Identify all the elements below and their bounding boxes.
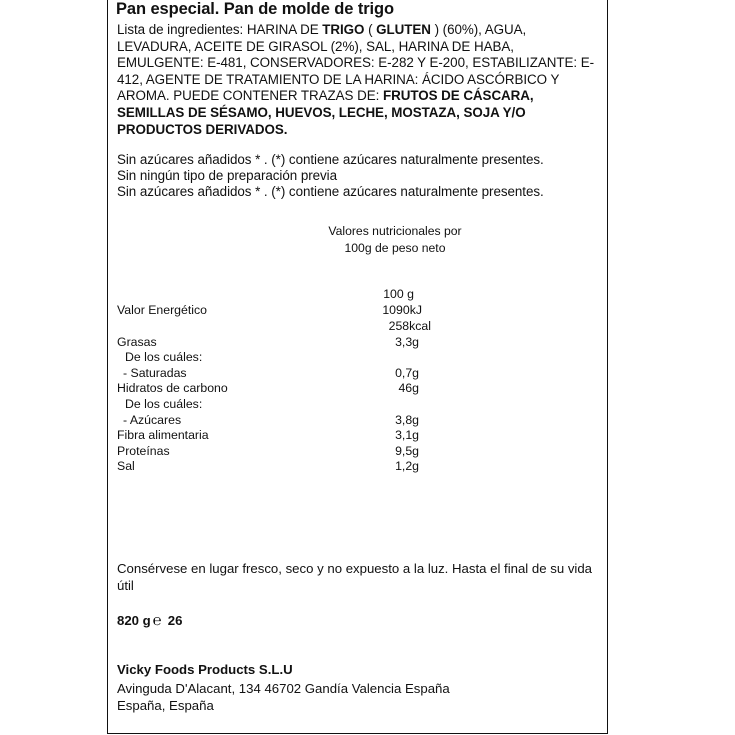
company-country: España, España xyxy=(117,698,214,713)
nutrition-row xyxy=(117,319,447,335)
ingredients-text-3: ) (60%), AGUA, LEVADURA, ACEITE DE GIRASOL (2%), SAL, HARINA DE HABA, EMULGENTE: E-481, CONSERVADORES: E-282 Y E-200, ESTABILIZANTE: E-412, AGENTE DE TRATAMIENTO DE LA HARINA: ÁCIDO ASCÓRBICO Y AROMA. PUEDE CONTENER TRAZAS DE: xyxy=(117,22,594,104)
column-header-100g: 100 g xyxy=(383,287,414,301)
nutrient-value: 3,1g xyxy=(395,428,419,442)
nutrient-value: 0,7g xyxy=(395,366,419,380)
note-no-sugar: Sin azúcares añadidos * . (*) contiene azúcares naturalmente presentes. xyxy=(117,152,544,167)
storage-instructions: Consérvese en lugar fresco, seco y no expuesto a la luz. Hasta el final de su vida útil xyxy=(117,561,593,593)
ingredients-text-1: Lista de ingredientes: HARINA DE xyxy=(117,22,323,37)
nutrient-value: 3,8g xyxy=(395,413,419,427)
estimated-sign-icon: ℮ xyxy=(152,612,162,629)
allergen-wheat: TRIGO xyxy=(322,22,365,37)
nutrition-row xyxy=(117,366,447,382)
nutrition-row xyxy=(117,444,447,460)
nutrition-row xyxy=(117,413,447,429)
company-address: Avinguda D'Alacant, 134 46702 Gandía Valencia España xyxy=(117,681,450,696)
nutrition-header-line1: Valores nutricionales por xyxy=(328,224,462,238)
traces-allergens: FRUTOS DE CÁSCARA, SEMILLAS DE SÉSAMO, HUEVOS, LECHE, MOSTAZA, SOJA Y/O PRODUCTOS DERIVADOS. xyxy=(117,88,534,137)
nutrient-name: Fibra alimentaria xyxy=(117,428,209,442)
nutrition-header-line2: 100g de peso neto xyxy=(344,240,446,255)
company-name: Vicky Foods Products S.L.U xyxy=(117,662,293,677)
nutrition-row xyxy=(117,381,447,397)
nutrition-row xyxy=(117,350,447,366)
nutrient-value: 3,3g xyxy=(395,335,419,349)
nutrition-column-header xyxy=(117,287,447,303)
nutrient-value: 9,5g xyxy=(395,444,419,458)
product-title: Pan especial. Pan de molde de trigo xyxy=(116,0,394,18)
nutrient-name: De los cuáles: xyxy=(125,350,203,364)
nutrient-name: Proteínas xyxy=(117,444,170,458)
nutrient-name: Hidratos de carbono xyxy=(117,381,228,395)
nutrient-name: Grasas xyxy=(117,335,157,349)
nutrition-row xyxy=(117,428,447,444)
nutrient-name: Valor Energético xyxy=(117,303,207,317)
net-weight: 820 g xyxy=(117,613,151,628)
nutrition-row xyxy=(117,303,447,319)
note-no-preparation: Sin ningún tipo de preparación previa xyxy=(117,168,337,183)
allergen-gluten: GLUTEN xyxy=(376,22,431,37)
note-no-sugar-repeat: Sin azúcares añadidos * . (*) contiene azúcares naturalmente presentes. xyxy=(117,184,544,199)
weight-code: 26 xyxy=(167,613,183,628)
nutrition-row xyxy=(117,397,447,413)
nutrition-header xyxy=(305,223,485,256)
nutrient-value: 46g xyxy=(398,381,419,395)
nutrient-name: Sal xyxy=(117,459,135,473)
nutrient-value: 1,2g xyxy=(395,459,419,473)
nutrient-name: De los cuáles: xyxy=(125,397,203,411)
nutrient-value: 1090kJ xyxy=(382,303,422,317)
nutrient-value: 258kcal xyxy=(388,319,431,333)
ingredients-list xyxy=(117,22,603,138)
nutrient-name: - Saturadas xyxy=(123,366,187,380)
nutrition-row xyxy=(117,335,447,351)
nutrient-name: - Azúcares xyxy=(123,413,182,427)
nutrition-row xyxy=(117,459,447,475)
net-weight-line xyxy=(117,612,182,629)
ingredients-text-2: ( xyxy=(364,22,377,37)
